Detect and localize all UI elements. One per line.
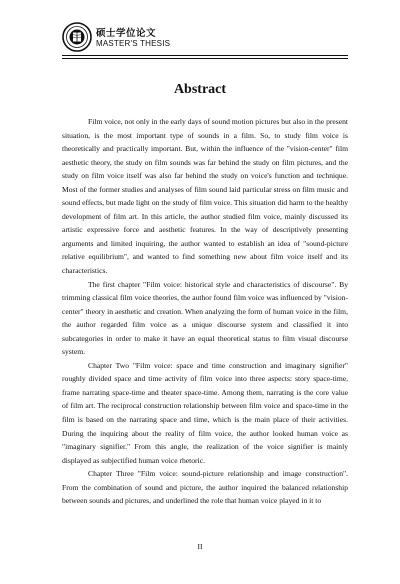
abstract-body [62, 115, 348, 508]
abstract-paragraph: Film voice, not only in the early days of sound motion pictures but also in the present situation, is the most important type of sounds in a film. So, to study film voice is theoretically and practically important. But, within the influence of the "vision-center" film aesthetic theory, the study on film sounds was far behind the study on film pictures, and the study on film voice itself was also far behind the study on voice's function and technique. Most of the former studies and analyses of film sound laid particular stress on film music and sound effects, but made light on the study of film voice. This situation did harm to the healthy development of film art. In this article, the author studied film voice, mainly discussed its artistic expressive force and aesthetic features. In the way of descriptively presenting arguments and limited inquiring, the author wanted to establish an idea of "sound-picture relative equilibrium", and wanted to find something new about film voice itself and its characteristics. [62, 117, 348, 276]
header-english-title: MASTER'S THESIS [96, 39, 171, 48]
thesis-header [62, 22, 362, 54]
university-seal-icon [62, 22, 92, 52]
header-rule [62, 55, 348, 56]
abstract-paragraph: Chapter Two "Film voice: space and time construction and imaginary signifier" roughly divided space and time activity of film voice into three aspects: story space-time, frame narrating space-time and theater space-time. Among them, narrating is the core value of film art. The reciprocal construction relationship between film voice and space-time in the film is based on the narrating space and time, which is the main place of their activities. During the inquiring about the reality of film voice, the author looked human voice as "imaginary signifier." From this angle, the realization of the voice signifier is mainly displayed as subjectified human voice rhetoric. [62, 360, 348, 465]
abstract-paragraph: The first chapter "Film voice: historical style and characteristics of discourse". By trimming classical film voice theories, the author found film voice was influenced by "vision-center" theory in aesthetic and creation. When analyzing the form of human voice in the film, the author regarded film voice as a unique discourse system and classified it into subcategories in order to make it have an equal theoretical status to film visual discourse system. [62, 279, 348, 357]
page-number: II [197, 542, 203, 551]
abstract-title: Abstract [173, 82, 227, 97]
abstract-paragraph: Chapter Three "Film voice: sound-picture relationship and image construction". From the combination of sound and picture, the author inquired the balanced relationship between sounds and pictures, and underlined the role that human voice played in it to [62, 469, 348, 506]
header-chinese-title: 硕士学位论文 [96, 28, 157, 39]
header-rule-thin [62, 58, 348, 59]
